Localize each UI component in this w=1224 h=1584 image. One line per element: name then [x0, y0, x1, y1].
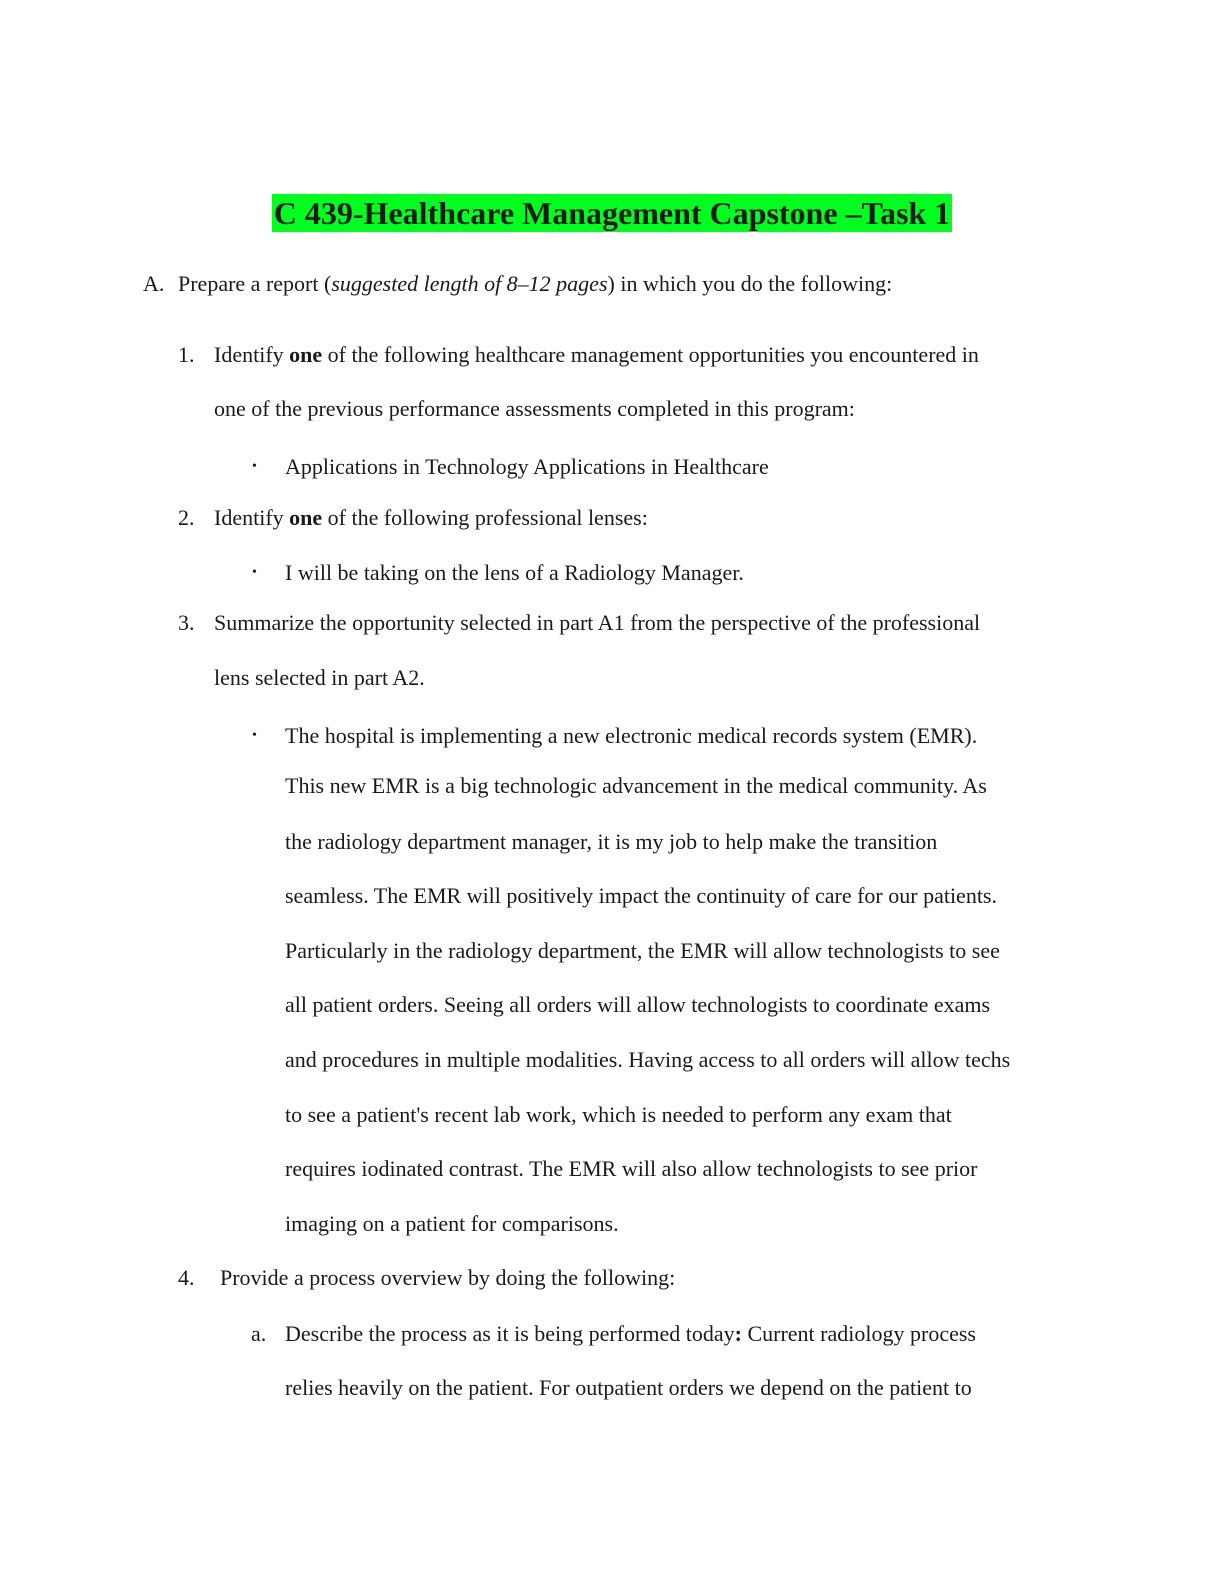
item-1-line-2: one of the previous performance assessments completed in this program: — [214, 396, 855, 421]
item-2-bullet-text: I will be taking on the lens of a Radiology Manager. — [285, 560, 744, 585]
item-2-bold: one — [289, 505, 323, 530]
item-4-marker: 4. — [178, 1265, 195, 1290]
section-a-italic: suggested length of 8–12 pages — [331, 271, 608, 296]
item-3-bullet-line: seamless. The EMR will positively impact the continuity of care for our patients. — [285, 883, 997, 908]
title-container — [0, 194, 1224, 232]
bullet-icon: • — [252, 459, 257, 474]
item-3-bullet-line: The hospital is implementing a new electronic medical records system (EMR). — [285, 723, 978, 748]
item-2-pre: Identify — [214, 505, 290, 530]
item-3-line-1: Summarize the opportunity selected in part A1 from the perspective of the professional — [214, 610, 981, 635]
item-4a-bold: : — [734, 1321, 742, 1346]
section-a-post: ) in which you do the following: — [607, 271, 893, 296]
item-1-marker: 1. — [178, 342, 195, 367]
bullet-icon: • — [252, 565, 257, 580]
item-3-bullet-line: the radiology department manager, it is my job to help make the transition — [285, 829, 938, 854]
item-3-bullet-line: This new EMR is a big technologic advancement in the medical community. As — [285, 773, 987, 798]
item-4a-pre: Describe the process as it is being performed today — [285, 1321, 735, 1346]
bullet-icon: • — [252, 728, 257, 743]
document-title: C 439-Healthcare Management Capstone –Task 1 — [273, 195, 951, 231]
item-3-bullet-line: requires iodinated contrast. The EMR will also allow technologists to see prior — [285, 1156, 978, 1181]
item-4-text: Provide a process overview by doing the following: — [220, 1265, 676, 1290]
item-3-bullet-line: all patient orders. Seeing all orders will allow technologists to coordinate exams — [285, 992, 991, 1017]
item-4a-line-1 — [285, 1320, 976, 1348]
item-1-bullet-text: Applications in Technology Applications in Healthcare — [285, 454, 769, 479]
item-3-bullet-line: Particularly in the radiology department, the EMR will allow technologists to see — [285, 938, 1000, 963]
item-3-line-2: lens selected in part A2. — [214, 665, 425, 690]
item-2-text — [214, 504, 648, 532]
section-a-text — [178, 270, 892, 298]
item-1-line-1 — [214, 341, 979, 369]
item-2-marker: 2. — [178, 505, 195, 530]
item-3-marker: 3. — [178, 610, 195, 635]
section-a-pre: Prepare a report ( — [178, 271, 332, 296]
item-2-post: of the following professional lenses: — [322, 505, 648, 530]
item-4a-marker: a. — [251, 1321, 267, 1346]
item-1-bold: one — [289, 342, 323, 367]
item-4a-post: Current radiology process — [741, 1321, 976, 1346]
section-a-marker: A. — [143, 271, 165, 296]
item-3-bullet-line: and procedures in multiple modalities. Having access to all orders will allow techs — [285, 1047, 1011, 1072]
item-4a-line-2: relies heavily on the patient. For outpatient orders we depend on the patient to — [285, 1375, 972, 1400]
item-3-bullet-line: to see a patient's recent lab work, which is needed to perform any exam that — [285, 1102, 952, 1127]
item-3-bullet-line: imaging on a patient for comparisons. — [285, 1211, 619, 1236]
item-1-pre: Identify — [214, 342, 290, 367]
item-1-post: of the following healthcare management opportunities you encountered in — [322, 342, 979, 367]
